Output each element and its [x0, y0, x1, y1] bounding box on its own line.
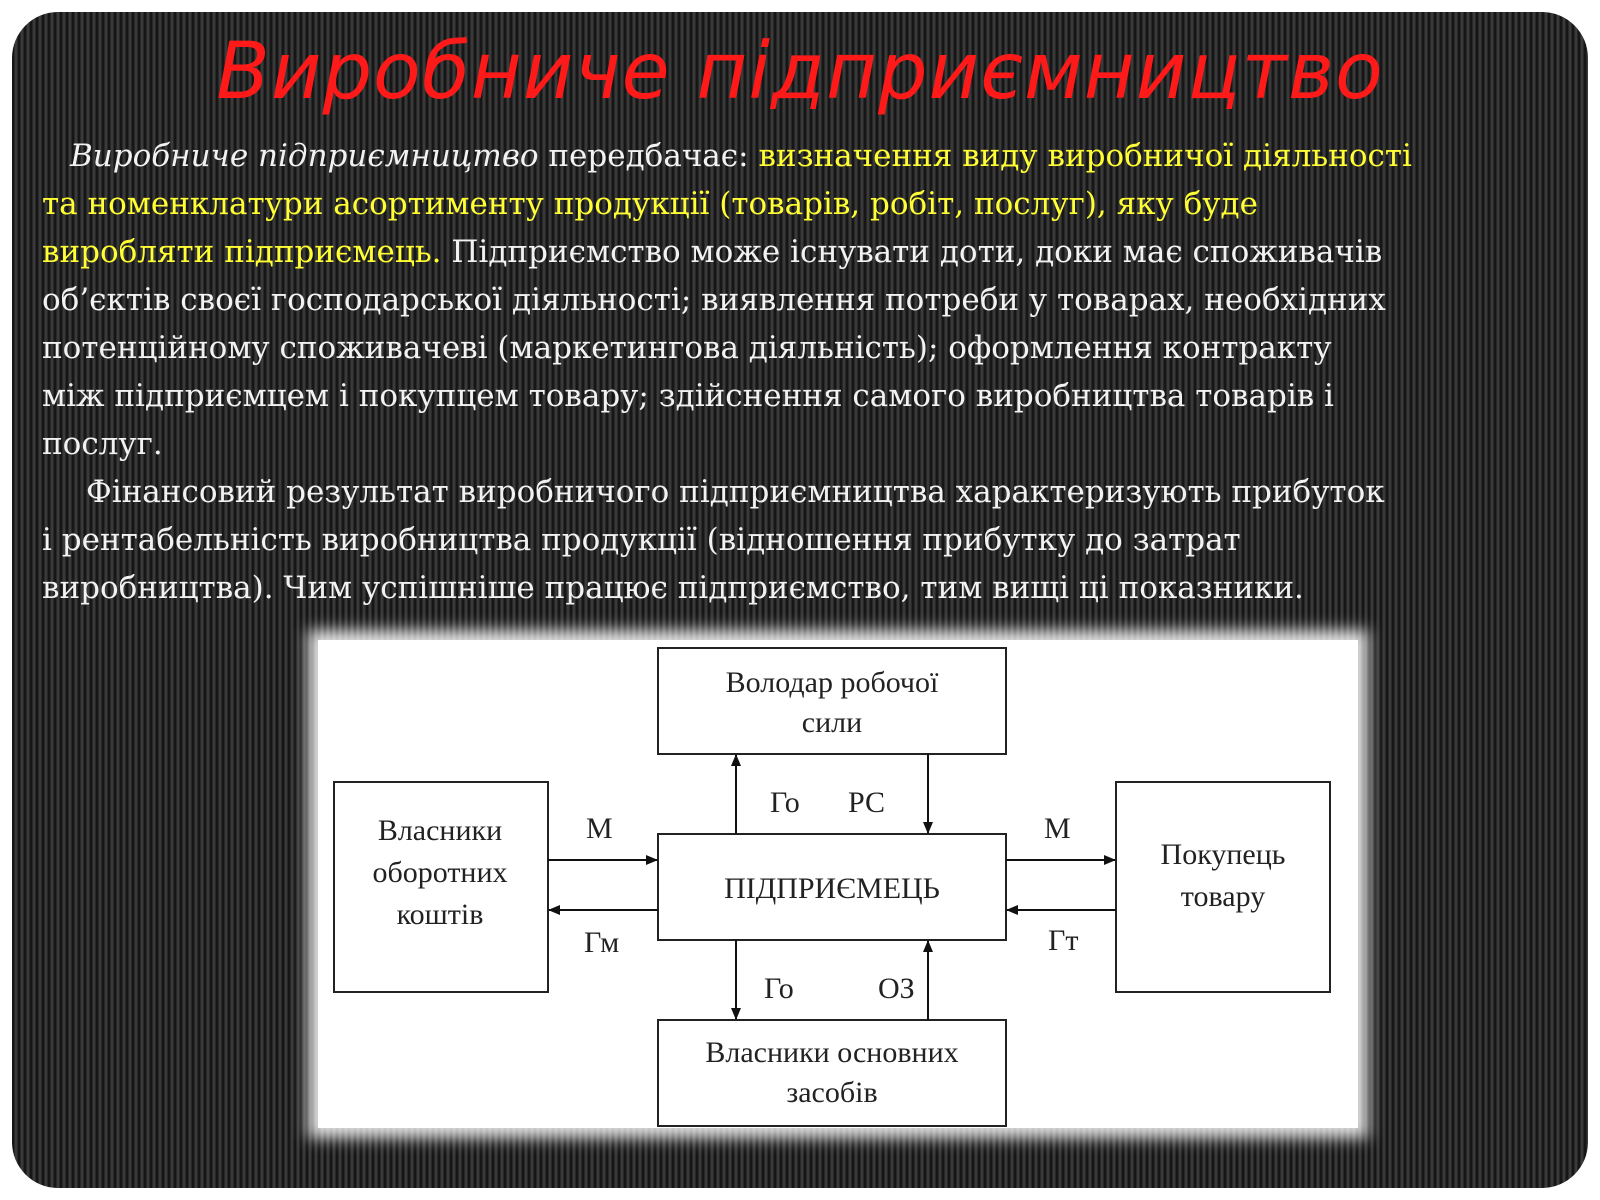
paragraph-1-line-1: [42, 132, 1562, 180]
slide-body-text: [42, 132, 1562, 612]
center-box-label: ПІДПРИЄМЕЦЬ: [724, 872, 940, 905]
label-gm: Гм: [584, 926, 620, 959]
label-oz: ОЗ: [878, 972, 915, 1005]
label-m-right: М: [1044, 812, 1071, 845]
right-box-line-2: товару: [1180, 880, 1266, 913]
label-m-left: М: [586, 812, 613, 845]
highlighted-text: визначення виду виробничої діяльності: [758, 138, 1412, 174]
label-go-top: Го: [770, 786, 800, 819]
left-box-line-3: коштів: [396, 898, 484, 931]
slide-title: Виробниче підприємництво: [216, 27, 1384, 117]
label-gt: Гт: [1048, 924, 1079, 957]
paragraph-2-line-2: і рентабельність виробництва продукції (відношення прибутку до затрат: [42, 522, 1241, 558]
paragraph-1-line-5: потенційному споживачеві (маркетингова діяльність); оформлення контракту: [42, 330, 1332, 366]
top-box-line-1: Володар робочої: [725, 666, 939, 699]
text-fragment: передбачає:: [538, 138, 759, 174]
label-go-bottom: Го: [764, 972, 794, 1005]
paragraph-1-line-3: [42, 228, 1562, 276]
paragraph-1-line-7: послуг.: [42, 426, 163, 462]
top-box-line-2: сили: [801, 706, 863, 739]
highlighted-text: виробляти підприємець.: [42, 234, 442, 270]
left-box-line-1: Власники: [377, 814, 503, 847]
bottom-box-line-1: Власники основних: [705, 1036, 959, 1069]
highlighted-text: та номенклатури асортименту продукції (товарів, робіт, послуг), яку буде: [42, 186, 1258, 222]
left-box-line-2: оборотних: [372, 856, 508, 889]
paragraph-1-line-6: між підприємцем і покупцем товару; здійснення самого виробництва товарів і: [42, 378, 1334, 414]
italic-term: Виробниче підприємництво: [70, 138, 539, 174]
slide-background: [12, 12, 1588, 1188]
diagram-canvas: [318, 640, 1358, 1128]
label-rs: РС: [848, 786, 886, 819]
paragraph-1-line-4: об’єктів своєї господарської діяльності; виявлення потреби у товарах, необхідних: [42, 282, 1386, 318]
paragraph-1-line-2: [42, 180, 1562, 228]
bottom-box-line-2: засобів: [786, 1076, 878, 1109]
right-box-line-1: Покупець: [1160, 838, 1286, 871]
entrepreneur-diagram: [318, 640, 1358, 1128]
text-fragment: Підприємство може існувати доти, доки має споживачів: [441, 234, 1383, 270]
paragraph-2-line-1: Фінансовий результат виробничого підприємництва характеризують прибуток: [86, 474, 1385, 510]
paragraph-2-line-3: виробництва). Чим успішніше працює підприємство, тим вищі ці показники.: [42, 570, 1304, 606]
